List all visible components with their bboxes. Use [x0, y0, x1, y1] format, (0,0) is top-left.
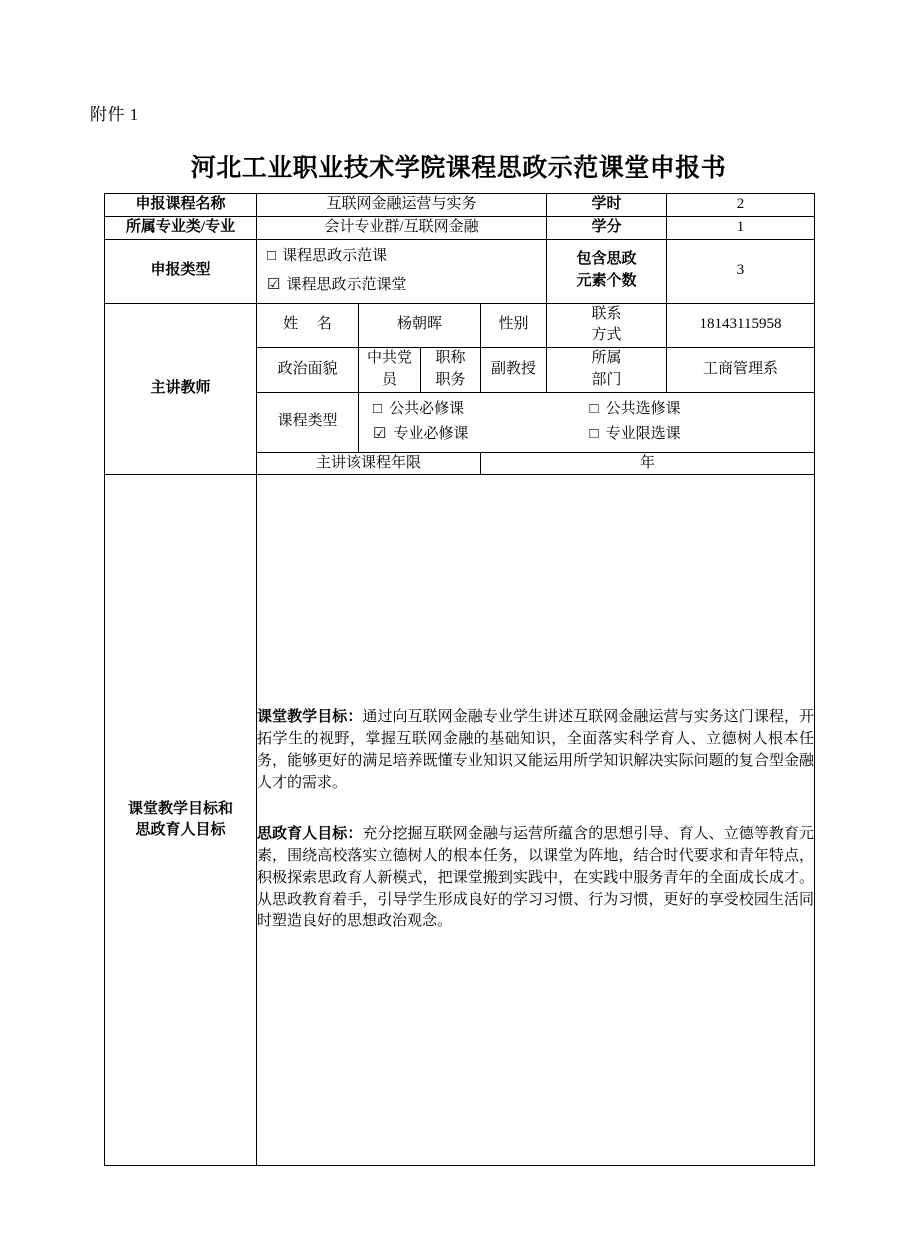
hours-value[interactable]: 2 — [667, 194, 815, 217]
course-type-option-3[interactable] — [373, 422, 590, 448]
teacher-name-label: 姓 名 — [257, 303, 359, 348]
teacher-political-value-line2: 员 — [381, 371, 397, 388]
checkbox-unchecked-icon[interactable]: □ — [373, 400, 383, 417]
course-name-label: 申报课程名称 — [105, 194, 257, 217]
course-name-value[interactable]: 互联网金融运营与实务 — [257, 194, 547, 217]
element-count-label — [547, 239, 667, 303]
goals-body[interactable] — [257, 475, 815, 1166]
table-row-teacher — [105, 303, 815, 348]
goals-label-line2: 思政育人目标 — [135, 822, 226, 839]
teacher-contact-value[interactable]: 18143115958 — [667, 303, 815, 348]
teacher-dept-label — [547, 348, 667, 393]
element-count-label-line2: 元素个数 — [576, 273, 637, 289]
application-form-table — [104, 193, 815, 1166]
teacher-political-value-line1: 中共党 — [366, 350, 412, 366]
apply-type-option-2[interactable] — [257, 273, 546, 303]
teacher-gender-label: 性别 — [481, 303, 547, 348]
teaching-goal-paragraph — [257, 707, 814, 794]
credit-label: 学分 — [547, 216, 667, 239]
apply-type-option-1[interactable] — [257, 240, 546, 274]
teacher-title-label-line2: 职务 — [435, 371, 466, 388]
major-label: 所属专业类/专业 — [105, 216, 257, 239]
teaching-goal-title: 课堂教学目标： — [257, 709, 363, 726]
table-row-major — [105, 216, 815, 239]
teacher-name-value[interactable]: 杨朝晖 — [359, 303, 481, 348]
attachment-label: 附件 1 — [90, 105, 139, 124]
teacher-political-label: 政治面貌 — [257, 348, 359, 393]
teacher-contact-label — [547, 303, 667, 348]
course-type-label: 课程类型 — [257, 392, 359, 452]
ideological-goal-text: 充分挖掘互联网金融与运营所蕴含的思想引导、育人、立德等教育元素，围绕高校落实立德树人的根本任务，以课堂为阵地，结合时代要求和青年特点，积极探索思政育人新模式，把课堂搬到实践中，在实践中服务青年的全面成长成才。从思政教育着手，引导学生形成良好的学习习惯、行为习惯，更好的享受校园生活同时塑造良好的思想政治观念。 — [257, 826, 815, 930]
credit-value[interactable]: 1 — [667, 216, 815, 239]
checkbox-checked-icon[interactable]: ☑ — [373, 426, 387, 442]
teaching-goal-text: 通过向互联网金融专业学生讲述互联网金融运营与实务这门课程，开拓学生的视野，掌握互联网金融的基础知识，全面落实科学育人、立德树人根本任务，能够更好的满足培养既懂专业知识又能运用所学知识解决实际问题的复合型金融人才的需求。 — [257, 709, 815, 791]
course-type-option-2[interactable] — [590, 397, 807, 423]
major-value[interactable]: 会计专业群/互联网金融 — [257, 216, 547, 239]
teacher-contact-label-line2: 方式 — [591, 327, 622, 344]
goals-label — [105, 475, 257, 1166]
ideological-goal-paragraph — [257, 824, 814, 933]
teacher-title-value[interactable]: 副教授 — [481, 348, 547, 393]
teacher-dept-value[interactable]: 工商管理系 — [667, 348, 815, 393]
course-type-option-4-label: 专业限选课 — [605, 426, 681, 442]
teacher-title-label-line1: 职称 — [435, 350, 466, 366]
apply-type-options — [257, 239, 547, 303]
course-type-option-1-label: 公共必修课 — [389, 400, 465, 417]
checkbox-unchecked-icon[interactable]: □ — [267, 247, 277, 264]
teacher-contact-label-line1: 联系 — [591, 305, 622, 322]
checkbox-unchecked-icon[interactable]: □ — [589, 400, 599, 417]
course-type-options — [359, 392, 815, 452]
element-count-label-line1: 包含思政 — [576, 251, 637, 268]
course-type-option-2-label: 公共选修课 — [605, 400, 681, 417]
teacher-dept-label-line2: 部门 — [591, 371, 622, 388]
table-row-apply-type — [105, 239, 815, 303]
teaching-years-value[interactable]: 年 — [481, 452, 815, 475]
teacher-dept-label-line1: 所属 — [591, 350, 622, 366]
teacher-political-value[interactable] — [359, 348, 421, 393]
page-title: 河北工业职业技术学院课程思政示范课堂申报书 — [190, 155, 727, 182]
goals-label-line1: 课堂教学目标和 — [127, 800, 233, 817]
hours-label: 学时 — [547, 194, 667, 217]
teacher-section-label: 主讲教师 — [105, 303, 257, 475]
table-row-goals — [105, 475, 815, 1166]
course-type-option-3-label: 专业必修课 — [393, 426, 469, 442]
element-count-value[interactable]: 3 — [667, 239, 815, 303]
apply-type-option-1-label: 课程思政示范课 — [282, 247, 388, 264]
apply-type-label: 申报类型 — [105, 239, 257, 303]
apply-type-option-2-label: 课程思政示范课堂 — [286, 277, 407, 293]
checkbox-unchecked-icon[interactable]: □ — [589, 426, 599, 442]
checkbox-checked-icon[interactable]: ☑ — [267, 277, 281, 293]
teacher-title-label — [421, 348, 481, 393]
course-type-option-4[interactable] — [590, 422, 807, 448]
teaching-years-label: 主讲该课程年限 — [257, 452, 481, 475]
course-type-option-1[interactable] — [373, 397, 590, 423]
table-row-course-name — [105, 194, 815, 217]
ideological-goal-title: 思政育人目标： — [257, 826, 363, 843]
